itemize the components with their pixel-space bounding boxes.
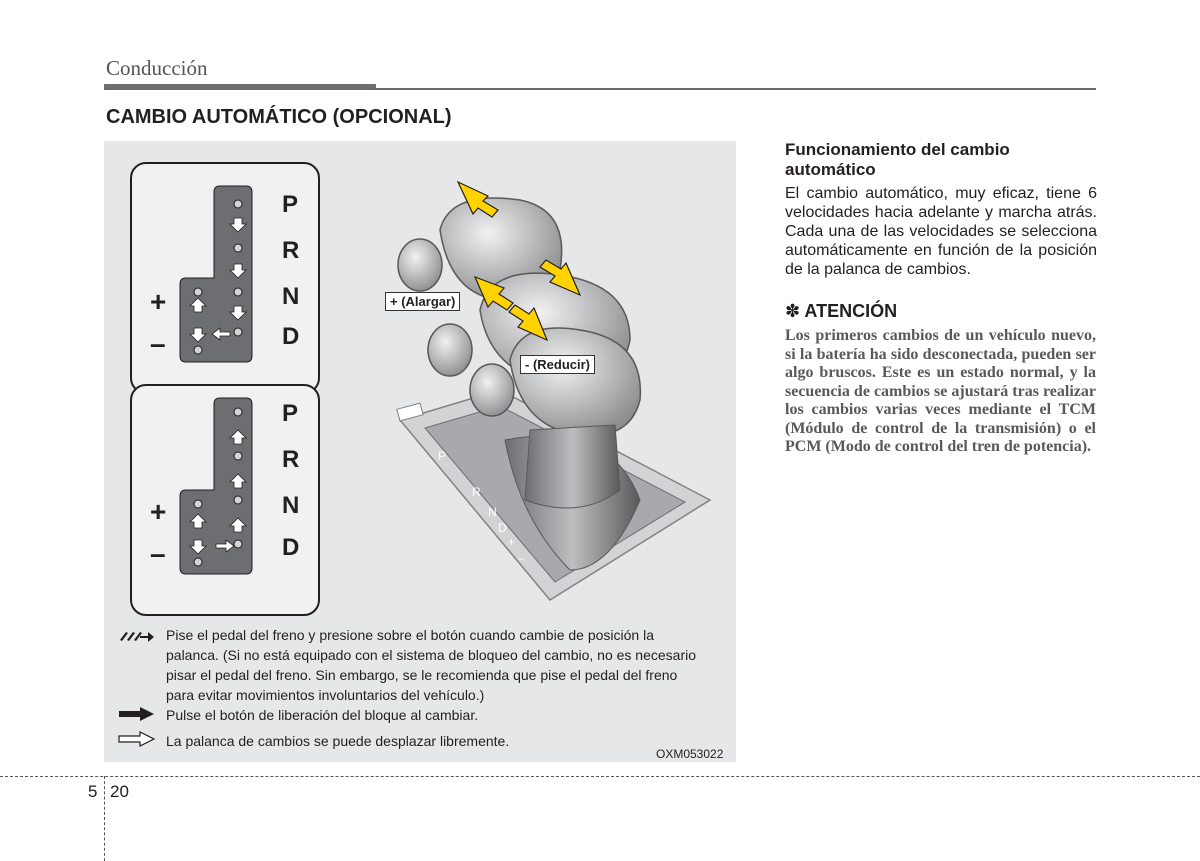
downshift-callout: - (Reducir) (520, 355, 595, 374)
page-number: 20 (110, 782, 129, 801)
brake-pedal-arrow-icon (118, 628, 156, 644)
gate-slot-bottom-graphic (172, 392, 262, 582)
header-rule-thin (376, 88, 1096, 90)
gear-shifter-illustration (380, 170, 720, 610)
plus-sign: + (150, 496, 167, 527)
console-mark-p: P (438, 449, 447, 463)
gear-letter-p: P (282, 191, 299, 218)
figure-code: OXM053022 (656, 747, 724, 761)
upshift-callout: + (Alargar) (385, 292, 460, 311)
header-rule-thick (104, 84, 376, 90)
footer-vertical-divider (104, 776, 105, 861)
console-mark-n: N (488, 505, 497, 519)
intro-paragraph: El cambio automático, muy eficaz, tiene 6 velocidades hacia adelante y marcha atrás. Cada una de las velocidades se selecciona automáticamente en función de la posición de la palanca de cambios. (785, 185, 1097, 278)
console-mark-d: D (498, 521, 507, 535)
plus-sign: + (150, 286, 167, 317)
console-mark-plus: + (508, 535, 516, 549)
gear-letter-d: D (282, 534, 300, 561)
gear-letter-r: R (282, 446, 300, 473)
solid-arrow-icon (118, 706, 156, 722)
legend-item-free-move: La palanca de cambios se puede desplazar libremente. (166, 733, 510, 749)
footer-divider (0, 776, 1200, 777)
section-title: Conducción (106, 56, 208, 80)
attention-paragraph: Los primeros cambios de un vehículo nuevo, si la batería ha sido desconectada, pueden ser algo bruscos. Este es un estado normal, y la secuencia de cambios se ajustará tras realizar los cambios varias veces mediante el TCM (Módulo de control de la transmisión) o el PCM (Modo de control del tren de potencia). (785, 327, 1096, 455)
legend-item-release-button: Pulse el botón de liberación del bloque al cambiar. (166, 707, 479, 723)
chapter-number: 5 (88, 782, 98, 801)
gear-letter-d: D (282, 323, 300, 350)
gear-letter-n: N (282, 492, 300, 519)
subheading: Funcionamiento del cambio automático (785, 140, 1010, 179)
gear-letter-r: R (282, 237, 300, 264)
gear-letter-n: N (282, 283, 300, 310)
minus-sign: – (150, 328, 166, 359)
gear-letter-p: P (282, 400, 299, 427)
legend-item-brake: Pise el pedal del freno y presione sobre el botón cuando cambie de posición la palanca. (Si no está equipado con el sistema de bloqueo del cambio, no es necesario pisar el pedal del freno. Sin embargo, se le recomienda que pise el pedal del freno para evitar movimientos involuntarios del vehículo.) (166, 627, 697, 703)
page-heading: CAMBIO AUTOMÁTICO (OPCIONAL) (106, 106, 452, 128)
console-mark-r: R (472, 485, 481, 499)
attention-heading: ✽ ATENCIÓN (785, 301, 898, 321)
gate-slot-top-graphic (172, 180, 262, 370)
console-mark-minus: – (518, 551, 525, 565)
minus-sign: – (150, 538, 166, 569)
outline-arrow-icon (118, 731, 156, 747)
